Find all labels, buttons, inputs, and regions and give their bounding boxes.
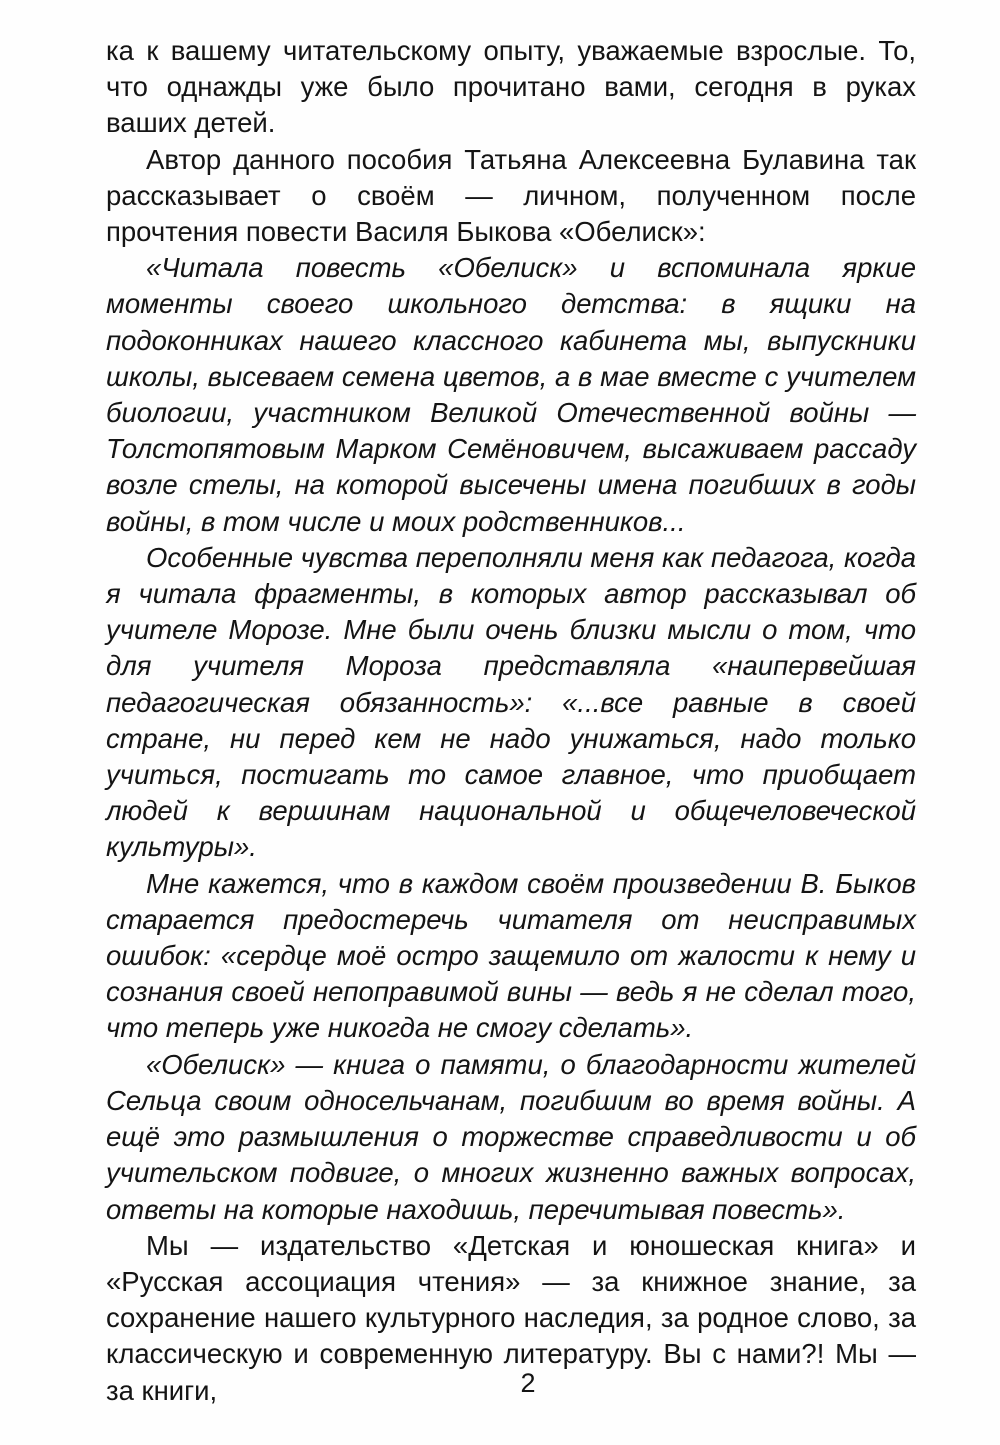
paragraph-continuation: ка к вашему читательскому опыту, уважаемые взрослые. То, что однажды уже было прочитано вами, сегодня в руках ваших детей.: [106, 35, 916, 139]
page-number: 2: [520, 1368, 536, 1398]
paragraph-author-intro: Автор данного пособия Татьяна Алексеевна Булавина так рассказывает о своём — личном, полученном после прочтения повести Василя Быкова «Обелиск»:: [106, 143, 916, 248]
quote-paragraph-teacher-moroz: Особенные чувства переполняли меня как педагога, когда я читала фрагменты, в которых автор рассказывал об учителе Морозе. Мне были очень близки мысли о том, что для учителя Мороза представляла «наипервейшая педагогическая обязанность»: «...все равные в своей стране, ни перед кем не надо унижаться, надо только учиться, постигать то самое главное, что приобщает людей к вершинам национальной и общечеловеческой культуры».: [106, 541, 916, 863]
paragraph-publisher: Мы — издательство «Детская и юношеская книга» и «Русская ассоциация чтения» — за книжное знание, за сохранение нашего культурного наследия, за родное слово, за классическую и современную литературу. Вы с нами?! Мы — за книги,: [106, 1229, 916, 1406]
quote-paragraph-bykov-warning: Мне кажется, что в каждом своём произведении В. Быков старается предостеречь читателя от неисправимых ошибок: «сердце моё остро защемило от жалости к нему и сознания своей непоправимой вины — ведь я не сделал того, что теперь уже никогда не смогу сделать».: [106, 867, 916, 1044]
body-text: [106, 33, 916, 1409]
quote-paragraph-memories: «Читала повесть «Обелиск» и вспоминала яркие моменты своего школьного детства: в ящики на подоконниках нашего классного кабинета мы, выпускники школы, высеваем семена цветов, а в мае вместе с учителем биологии, участником Великой Отечественной войны — Толстопятовым Марком Семёновичем, высаживаем рассаду возле стелы, на которой высечены имена погибших в годы войны, в том числе и моих родственников...: [106, 252, 916, 537]
quote-paragraph-obelisk-summary: «Обелиск» — книга о памяти, о благодарности жителей Сельца своим односельчанам, погибшим во время войны. А ещё это размышления о торжестве справедливости и об учительском подвиге, о многих жизненно важных вопросах, ответы на которые находишь, перечитывая повесть».: [106, 1048, 916, 1225]
